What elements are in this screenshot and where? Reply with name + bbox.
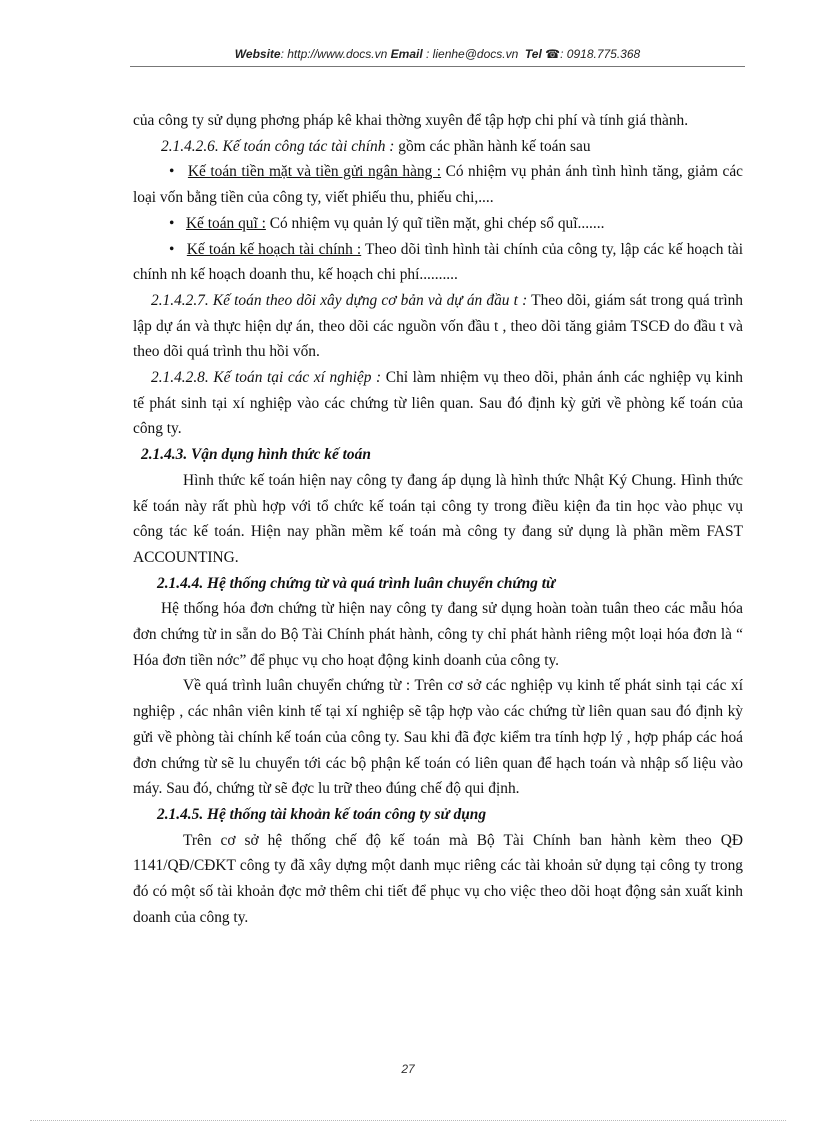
- bullet-icon: •: [169, 214, 175, 232]
- paragraph: Trên cơ sở hệ thống chế độ kế toán mà Bộ Tài Chính ban hành kèm theo QĐ 1141/QĐ/CĐKT công ty đã xây dựng một danh mục riêng các tài khoản sử dụng tại công ty trong đó có một số tài khoản đợc mở thêm chi tiết để phục vụ cho việc theo dõi hoạt động sản xuất kinh doanh của công ty.: [133, 831, 743, 926]
- paragraph: của công ty sử dụng phơng pháp kê khai thờng xuyên để tập hợp chi phí và tính giá thành.: [133, 112, 689, 129]
- footer-divider: [30, 1120, 786, 1121]
- section-heading-2-1-4-5: 2.1.4.5. Hệ thống tài khoản kế toán công ty sử dụng: [157, 805, 487, 823]
- tel-value: : 0918.775.368: [560, 47, 641, 61]
- bullet-item: • Kế toán quĩ : Có nhiệm vụ quản lý quĩ tiền mặt, ghi chép sổ quĩ.......: [133, 211, 743, 237]
- paragraph: 2.1.4.2.6. Kế toán công tác tài chính : gồm các phần hành kế toán sau: [161, 137, 591, 155]
- bullet-item: • Kế toán kế hoạch tài chính : Theo dõi tình hình tài chính của công ty, lập các kế hoạch tài chính nh kế hoạch doanh thu, kế hoạch chi phí..........: [133, 240, 744, 284]
- page-number: 27: [401, 1062, 415, 1076]
- email-value: : lienhe@docs.vn: [426, 47, 519, 61]
- section-heading-2-1-4-2-6: 2.1.4.2.6. Kế toán công tác tài chính :: [161, 137, 395, 155]
- bullet-label: Kế toán kế hoạch tài chính :: [186, 240, 362, 258]
- section-heading-2-1-4-4: 2.1.4.4. Hệ thống chứng từ và quá trình luân chuyển chứng từ: [157, 574, 556, 592]
- section-heading-2-1-4-2-7: 2.1.4.2.7. Kế toán theo dõi xây dựng cơ bản và dự án đầu t :: [151, 291, 528, 309]
- paragraph: Hình thức kế toán hiện nay công ty đang áp dụng là hình thức Nhật Ký Chung. Hình thức kế toán này rất phù hợp với tổ chức kế toán tại công ty trong điều kiện đa tin học vào phục vụ công tác kế toán. Hiện nay phần mềm kế toán mà công ty đang sử dụng là phần mềm FAST ACCOUNTING.: [133, 471, 743, 566]
- paragraph: 2.1.4.2.7. Kế toán theo dõi xây dựng cơ bản và dự án đầu t : Theo dõi, giám sát trong quá trình lập dự án và thực hiện dự án, theo dõi các nguồn vốn đầu t , theo dõi tăng giảm TSCĐ do đầu t và theo dõi quá trình thu hồi vốn.: [133, 291, 743, 361]
- bullet-icon: •: [169, 240, 175, 258]
- paragraph: 2.1.4.2.8. Kế toán tại các xí nghiệp : Chỉ làm nhiệm vụ theo dõi, phản ánh các nghiệp vụ kinh tế phát sinh tại xí nghiệp vào các chứng từ liên quan. Sau đó định kỳ gửi về phòng kế toán của công ty.: [133, 369, 743, 438]
- phone-icon: ☎: [545, 47, 561, 61]
- paragraph: Về quá trình luân chuyển chứng từ : Trên cơ sở các nghiệp vụ kinh tế phát sinh tại các xí nghiệp , các nhân viên kinh tế tại xí nghiệp sẽ tập hợp vào các chứng từ liên quan sau đó định kỳ gửi về phòng tài chính kế toán của công ty. Sau khi đã đợc kiểm tra tính hợp lý , hợp pháp các hoá đơn chứng từ sẽ lu chuyển tới các bộ phận kế toán có liên quan để hạch toán và nhập số liệu vào máy. Sau đó, chứng từ sẽ đợc lu trữ theo đúng chế độ qui định.: [133, 677, 743, 798]
- section-heading-2-1-4-2-8: 2.1.4.2.8. Kế toán tại các xí nghiệp :: [151, 369, 382, 387]
- email-label: Email: [390, 47, 423, 61]
- paragraph: Hệ thống hóa đơn chứng từ hiện nay công ty đang sử dụng hoàn toàn tuân theo các mẫu hóa đơn chứng từ in sẵn do Bộ Tài Chính phát hành, công ty chỉ phát hành riêng một loại hóa đơn là “ Hóa đơn tiền nớc” để phục vụ cho hoạt động kinh doanh của công ty.: [133, 600, 743, 669]
- bullet-label: Kế toán tiền mặt và tiền gửi ngân hàng :: [187, 163, 442, 181]
- tel-label: Tel: [524, 47, 542, 61]
- website-label: Website: [234, 47, 281, 61]
- header-divider: [130, 66, 745, 67]
- page-header: [130, 47, 745, 61]
- bullet-icon: •: [169, 163, 175, 181]
- bullet-item: • Kế toán tiền mặt và tiền gửi ngân hàng : Có nhiệm vụ phản ánh tình hình tăng, giảm các loại vốn bằng tiền của công ty, viết phiếu thu, phiếu chi,....: [133, 163, 743, 207]
- section-heading-2-1-4-3: 2.1.4.3. Vận dụng hình thức kế toán: [141, 446, 371, 464]
- bullet-label: Kế toán quĩ :: [185, 214, 266, 232]
- website-value: : http://www.docs.vn: [280, 47, 388, 61]
- document-body: [133, 108, 743, 931]
